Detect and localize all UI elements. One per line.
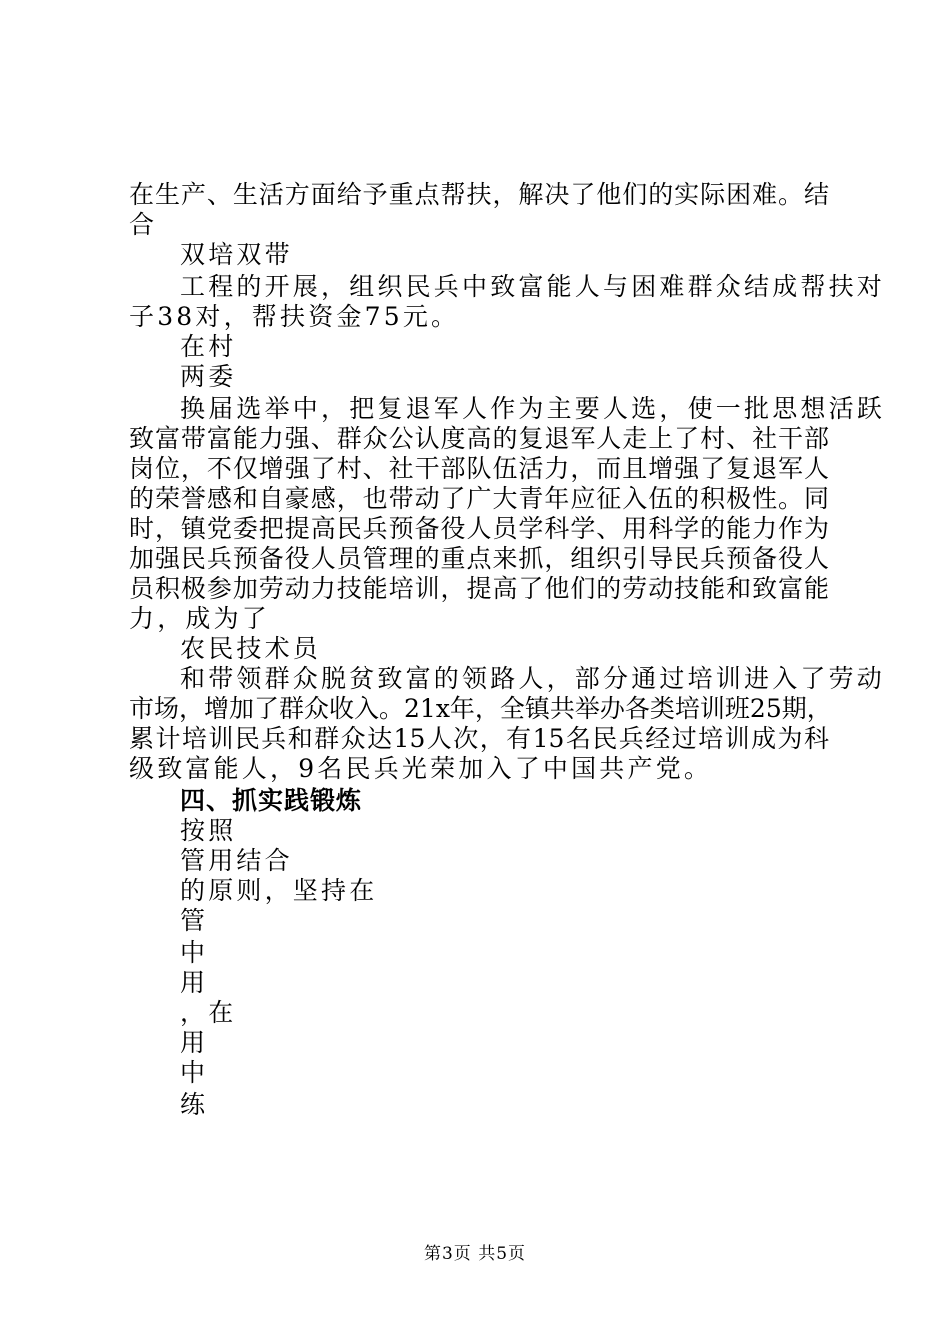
- body-line-9: 致富带富能力强、群众公认度高的复退军人走上了村、社干部: [129, 424, 829, 453]
- body-line-6: 在村: [180, 332, 237, 361]
- body-line-10: 岗位，不仅增强了村、社干部队伍活力，而且增强了复退军人: [129, 454, 829, 483]
- body-line-14: 员积极参加劳动力技能培训，提高了他们的劳动技能和致富能: [129, 574, 829, 603]
- body-line-7: 两委: [180, 362, 237, 391]
- tail-line-7: ，在: [180, 998, 237, 1027]
- body-line-18: 市场，增加了群众收入。21x年，全镇共举办各类培训班25期，: [129, 694, 832, 723]
- tail-line-8: 用: [180, 1028, 209, 1057]
- body-line-13: 加强民兵预备役人员管理的重点来抓，组织引导民兵预备役人: [129, 544, 829, 573]
- body-line-16: 农民技术员: [180, 634, 322, 663]
- body-line-4: 工程的开展，组织民兵中致富能人与困难群众结成帮扶对: [180, 272, 886, 301]
- section-heading: 四、抓实践锻炼: [180, 786, 363, 815]
- body-line-15: 力，成为了: [129, 604, 271, 633]
- body-line-1: 在生产、生活方面给予重点帮扶，解决了他们的实际困难。结: [129, 180, 829, 209]
- body-line-19: 累计培训民兵和群众达15人次，有15名民兵经过培训成为科: [129, 724, 829, 753]
- tail-line-2: 管用结合: [180, 846, 293, 875]
- tail-line-9: 中: [180, 1058, 209, 1087]
- body-line-5: 子38对，帮扶资金75元。: [129, 302, 460, 331]
- body-line-8: 换届选举中，把复退军人作为主要人选，使一批思想活跃: [180, 394, 886, 423]
- body-line-3: 双培双带: [180, 240, 293, 269]
- page-footer: 第3页 共5页: [423, 1244, 527, 1264]
- body-line-12: 时，镇党委把提高民兵预备役人员学科学、用科学的能力作为: [129, 514, 829, 543]
- tail-line-3: 的原则，坚持在: [180, 876, 378, 905]
- tail-line-6: 用: [180, 968, 209, 997]
- tail-line-1: 按照: [180, 816, 237, 845]
- tail-line-4: 管: [180, 906, 209, 935]
- body-line-17: 和带领群众脱贫致富的领路人，部分通过培训进入了劳动: [180, 664, 886, 693]
- tail-line-10: 练: [180, 1090, 209, 1119]
- body-line-2: 合: [129, 210, 158, 239]
- body-line-20: 级致富能人，9名民兵光荣加入了中国共产党。: [129, 754, 713, 783]
- tail-line-5: 中: [180, 938, 209, 967]
- body-line-11: 的荣誉感和自豪感，也带动了广大青年应征入伍的积极性。同: [129, 484, 829, 513]
